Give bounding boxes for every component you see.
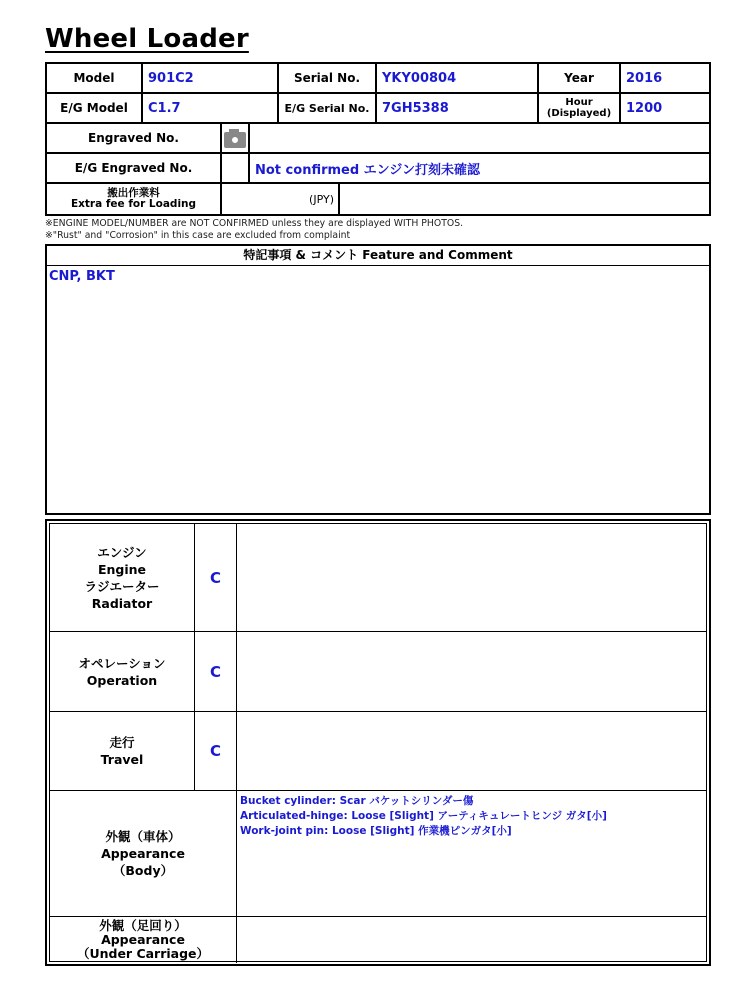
eg-engraved-label: E/G Engraved No. (47, 154, 222, 182)
note-engine: ※ENGINE MODEL/NUMBER are NOT CONFIRMED unless they are displayed WITH PHOTOS. (45, 218, 464, 229)
eval-comment-engine (237, 524, 706, 631)
hour-label (539, 94, 621, 122)
label-line: ラジエーター (84, 578, 160, 594)
eval-row-engine (50, 524, 706, 632)
info-row-model (47, 64, 709, 94)
eval-grade-travel: C (195, 712, 237, 790)
eval-label-operation (50, 632, 195, 711)
eval-label-travel (50, 712, 195, 790)
label-line: エンジン (97, 544, 147, 560)
eval-row-appearance-undercarriage (50, 917, 706, 963)
hour-label-line2: (Displayed) (546, 108, 612, 119)
eval-row-appearance-body (50, 791, 706, 917)
disclaimer-notes (45, 217, 463, 243)
comment-box (45, 244, 711, 515)
eval-row-travel (50, 712, 706, 791)
comment-text: CNP, BKT (49, 269, 115, 284)
comment-header: 特記事項 & コメント Feature and Comment (47, 246, 709, 266)
engraved-photo-cell (222, 124, 250, 152)
year-label: Year (539, 64, 621, 92)
eg-model-value: C1.7 (143, 94, 279, 122)
label-line: Radiator (91, 595, 153, 611)
hour-value: 1200 (626, 100, 663, 116)
fee-label-jp: 搬出作業料 (107, 187, 160, 199)
hour-label-line1: Hour (565, 97, 593, 108)
eval-label-engine (50, 524, 195, 631)
label-line: 外観（足回り） (99, 918, 187, 933)
eg-serial-value: 7GH5388 (377, 94, 539, 122)
eg-serial-label: E/G Serial No. (279, 94, 377, 122)
label-line: Travel (100, 752, 144, 767)
label-line: Operation (86, 672, 158, 688)
comment-line: Work-joint pin: Loose [Slight] 作業機ピンガタ[小] (240, 825, 512, 837)
eg-engraved-photo-cell (222, 154, 250, 182)
fee-unit: (JPY) (222, 184, 340, 214)
comment-line: Bucket cylinder: Scar バケットシリンダー傷 (240, 795, 474, 807)
page-title: Wheel Loader (45, 24, 249, 54)
serial-value: YKY00804 (377, 64, 539, 92)
label-line: 走行 (109, 735, 135, 750)
fee-value (340, 184, 709, 214)
info-row-eg-engraved (47, 154, 709, 184)
label-line: オペレーション (78, 655, 166, 671)
label-line: （Body） (112, 863, 174, 878)
eval-comment-appearance-undercarriage (237, 917, 706, 963)
model-value: 901C2 (143, 64, 279, 92)
eval-label-appearance-body (50, 791, 237, 916)
year-value: 2016 (626, 70, 663, 86)
info-row-engraved (47, 124, 709, 154)
label-line: 外観（車体） (105, 829, 181, 844)
eval-comment-appearance-body (237, 791, 706, 916)
evaluation-table (45, 519, 711, 966)
eval-comment-travel (237, 712, 706, 790)
engraved-label: Engraved No. (47, 124, 222, 152)
label-line: Engine (97, 561, 147, 577)
engraved-value (250, 124, 709, 152)
model-label: Model (47, 64, 143, 92)
vehicle-info-table (45, 62, 711, 216)
eg-model-label: E/G Model (47, 94, 143, 122)
info-row-fee (47, 184, 709, 214)
camera-icon (223, 127, 247, 149)
serial-label: Serial No. (279, 64, 377, 92)
eval-label-appearance-undercarriage (50, 917, 237, 963)
label-line: （Under Carriage） (76, 946, 210, 961)
eval-comment-operation (237, 632, 706, 711)
eval-grade-operation: C (195, 632, 237, 711)
eval-grade-engine: C (195, 524, 237, 631)
info-row-eg-model (47, 94, 709, 124)
label-line: Appearance (101, 846, 185, 861)
eg-engraved-value: Not confirmed エンジン打刻未確認 (255, 162, 481, 178)
fee-label-en: Extra fee for Loading (70, 198, 197, 210)
comment-line: Articulated-hinge: Loose [Slight] アーティキュレートヒンジ ガタ[小] (240, 810, 607, 822)
note-rust: ※"Rust" and "Corrosion" in this case are excluded from complaint (45, 230, 351, 241)
eval-row-operation (50, 632, 706, 712)
label-line: Appearance (101, 932, 185, 947)
fee-label (47, 184, 222, 214)
